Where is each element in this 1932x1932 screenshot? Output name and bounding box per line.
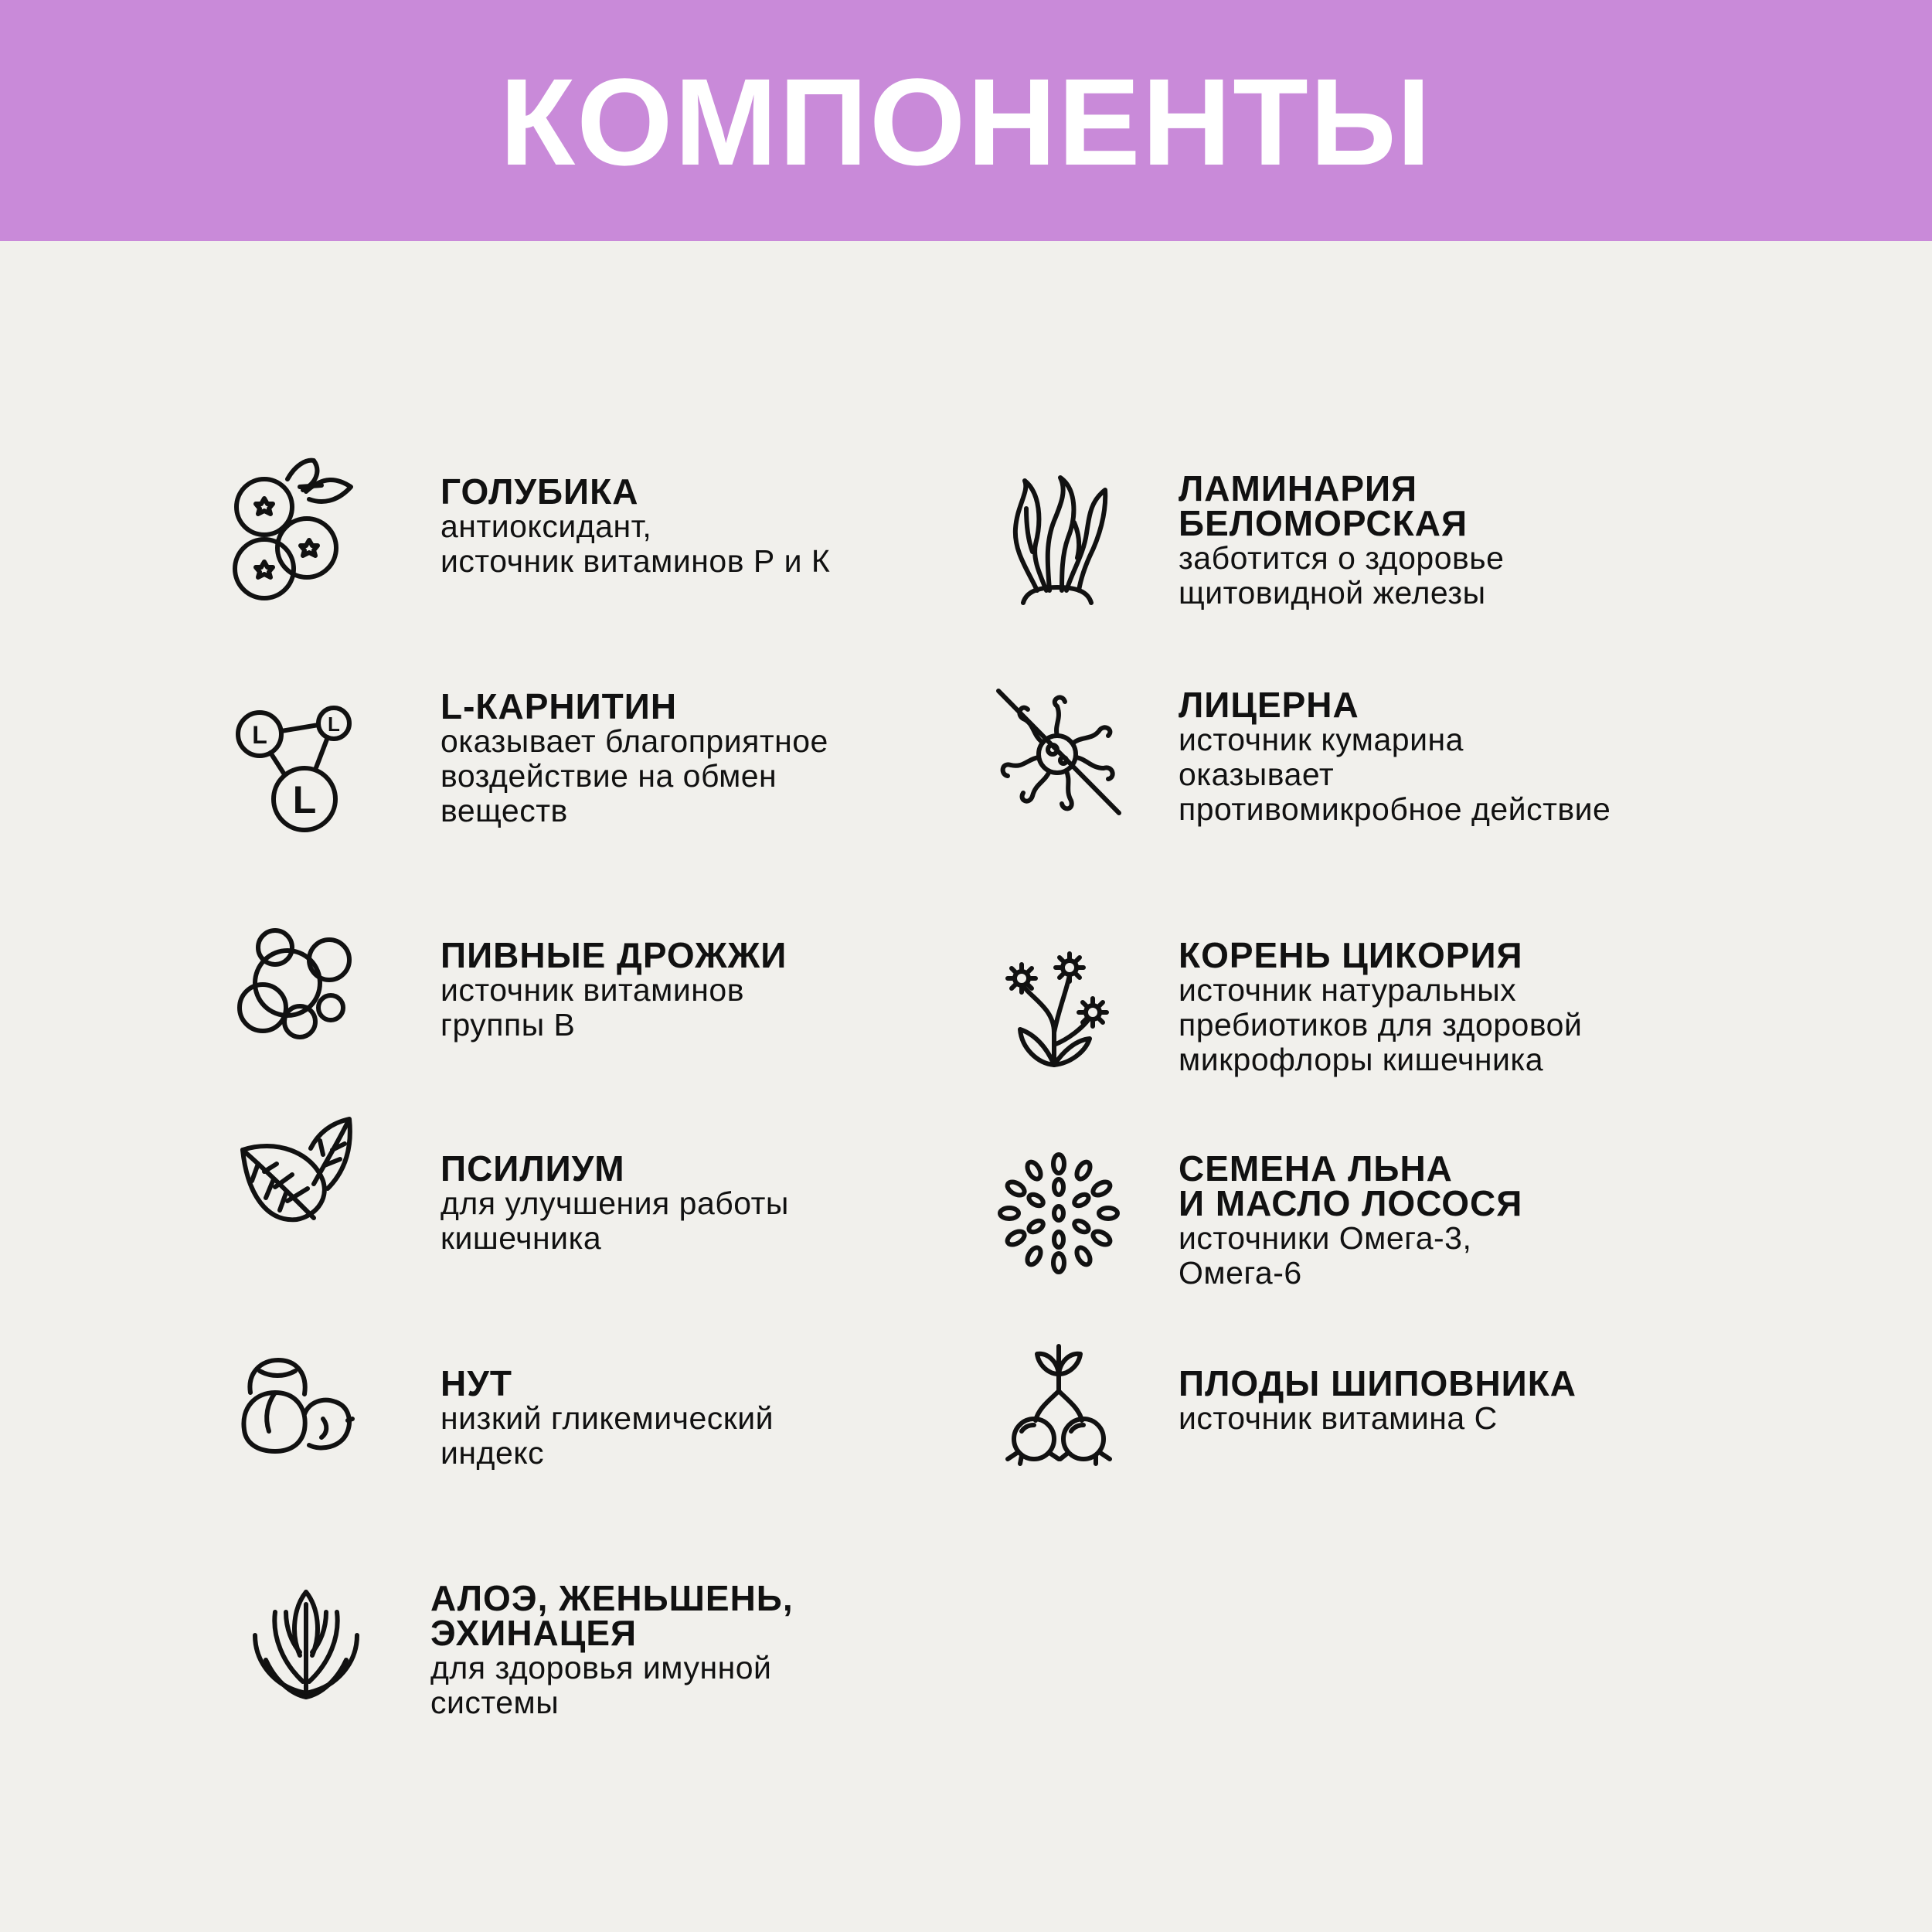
item-description-line: воздействие на обмен [440,758,777,794]
item-description-line: веществ [440,793,568,828]
seed-shape [1025,1160,1043,1182]
seed-shape [1073,1192,1090,1208]
item-description-line: антиоксидант, [440,509,652,544]
leaves-icon [236,1117,352,1226]
l-letter: L [328,713,340,736]
item-title: L-КАРНИТИН [440,686,678,726]
no-microbe-icon [995,688,1122,816]
aloe-icon [252,1589,360,1702]
item-description-line: системы [430,1685,560,1720]
item-description-line: источник кумарина [1179,722,1464,757]
item-title: АЛОЭ, ЖЕНЬШЕНЬ, [430,1578,794,1618]
item-description-line: для улучшения работы [440,1185,789,1221]
item-description-line: микрофлоры кишечника [1179,1042,1544,1077]
seed-shape [1054,1232,1063,1247]
item-title: ПСИЛИУМ [440,1148,625,1189]
item-title: КОРЕНЬ ЦИКОРИЯ [1179,935,1523,975]
item-title: ЛИЦЕРНА [1179,685,1359,725]
seaweed-icon [1006,474,1108,606]
item-description-line: пребиотиков для здоровой [1179,1007,1583,1043]
l-letter: L [252,721,267,749]
item-title: И МАСЛО ЛОСОСЯ [1179,1183,1523,1223]
page-title: КОМПОНЕНТЫ [499,53,1433,191]
seed-shape [1025,1246,1043,1267]
seed-shape [1091,1229,1113,1247]
l-letter: L [292,778,317,821]
chickpea-icon [236,1354,352,1454]
seed-shape [1091,1179,1113,1198]
item-description-line: оказывает благоприятное [440,723,828,759]
item-title: ГОЛУБИКА [440,471,639,512]
l-carnitine-molecule-icon [232,700,355,832]
seed-shape [1074,1160,1093,1182]
seed-shape [1054,1206,1063,1220]
item-description-line: Омега-6 [1179,1255,1302,1291]
item-title: СЕМЕНА ЛЬНА [1179,1148,1453,1189]
seed-shape [1054,1179,1063,1195]
rosehip-icon [1005,1343,1113,1467]
yeast-cells-icon [235,924,359,1048]
seed-shape [1027,1219,1045,1234]
item-description-line: для здоровья имунной [430,1650,772,1685]
item-title: БЕЛОМОРСКАЯ [1179,503,1468,543]
item-description-line: источник витаминов [440,972,744,1008]
seed-shape [1074,1246,1093,1267]
item-description-line: источник натуральных [1179,972,1517,1008]
item-title: ЛАМИНАРИЯ [1179,468,1418,509]
item-title: ПЛОДЫ ШИПОВНИКА [1179,1363,1577,1403]
item-title: ПИВНЫЕ ДРОЖЖИ [440,935,787,975]
item-title: ЭХИНАЦЕЯ [430,1613,638,1653]
seed-shape [1053,1253,1064,1272]
seed-shape [1053,1155,1064,1173]
blueberry-icon [229,456,352,603]
item-description-line: противомикробное действие [1179,791,1611,827]
item-description-line: низкий гликемический [440,1400,774,1436]
item-description-line: источник витаминов Р и К [440,543,831,579]
seed-shape [1000,1208,1019,1219]
item-description-line: группы В [440,1007,576,1043]
item-description-line: заботится о здоровье [1179,540,1505,576]
item-description-line: индекс [440,1435,545,1471]
item-description-line: кишечника [440,1220,602,1256]
item-title: НУТ [440,1363,512,1403]
header-banner [0,0,1932,241]
seed-shape [1005,1179,1027,1198]
seed-shape [1073,1219,1090,1234]
item-description-line: щитовидной железы [1179,575,1486,611]
seed-shape [1027,1192,1045,1208]
chicory-flower-icon [998,947,1119,1071]
seed-shape [1005,1229,1027,1247]
item-description-line: источник витамина С [1179,1400,1498,1436]
seed-shape [1099,1208,1117,1219]
item-description-line: оказывает [1179,757,1335,792]
seeds-icon [997,1151,1121,1275]
item-description-line: источники Омега-3, [1179,1220,1472,1256]
